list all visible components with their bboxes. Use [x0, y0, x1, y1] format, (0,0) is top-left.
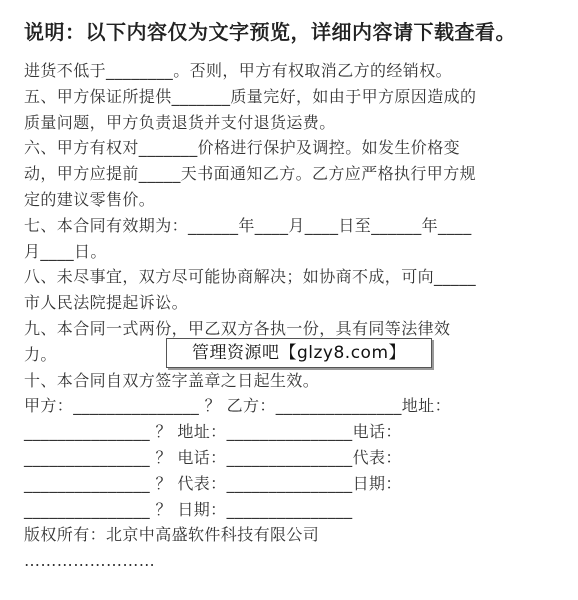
- watermark-banner: 管理资源吧【glzy8.com】: [166, 338, 432, 368]
- text-line: _______________ ？ 电话：_______________代表：: [24, 447, 402, 467]
- text-line: _______________ ？ 地址：_______________电话：: [24, 422, 402, 442]
- contract-text: [24, 58, 554, 574]
- preview-notice-heading: 说明：以下内容仅为文字预览，详细内容请下载查看。: [24, 20, 516, 44]
- text-line: 六、甲方有权对_______价格进行保护及调控。如发生价格变: [24, 138, 461, 158]
- text-line: 月____日。: [24, 241, 107, 261]
- text-line: 质量问题，甲方负责退货并支付退货运费。: [24, 112, 336, 132]
- text-line: 五、甲方保证所提供_______质量完好，如由于甲方原因造成的: [24, 86, 477, 106]
- text-line: 九、本合同一式两份，甲乙双方各执一份，具有同等法律效: [24, 318, 451, 338]
- text-line: 七、本合同有效期为：______年____月____日至______年____: [24, 215, 472, 235]
- text-line: _______________ ？ 代表：_______________日期：: [24, 473, 402, 493]
- text-line: _______________ ？ 日期：_______________: [24, 499, 353, 519]
- text-line: 力。: [24, 344, 57, 364]
- text-line: 市人民法院提起诉讼。: [24, 293, 189, 313]
- ellipsis-line: ……………………: [24, 551, 156, 571]
- text-line: 八、未尽事宜，双方尽可能协商解决；如协商不成，可向_____: [24, 267, 477, 287]
- text-line: 动，甲方应提前_____天书面通知乙方。乙方应严格执行甲方规: [24, 164, 477, 184]
- text-line: 进货不低于________。否则，甲方有权取消乙方的经销权。: [24, 61, 453, 80]
- text-line: 甲方：_______________ ？ 乙方：_______________地址：: [24, 396, 451, 416]
- text-line: 十、本合同自双方签字盖章之日起生效。: [24, 370, 320, 390]
- copyright-line: 版权所有：北京中高盛软件科技有限公司: [24, 525, 320, 545]
- text-line: 定的建议零售价。: [24, 189, 156, 209]
